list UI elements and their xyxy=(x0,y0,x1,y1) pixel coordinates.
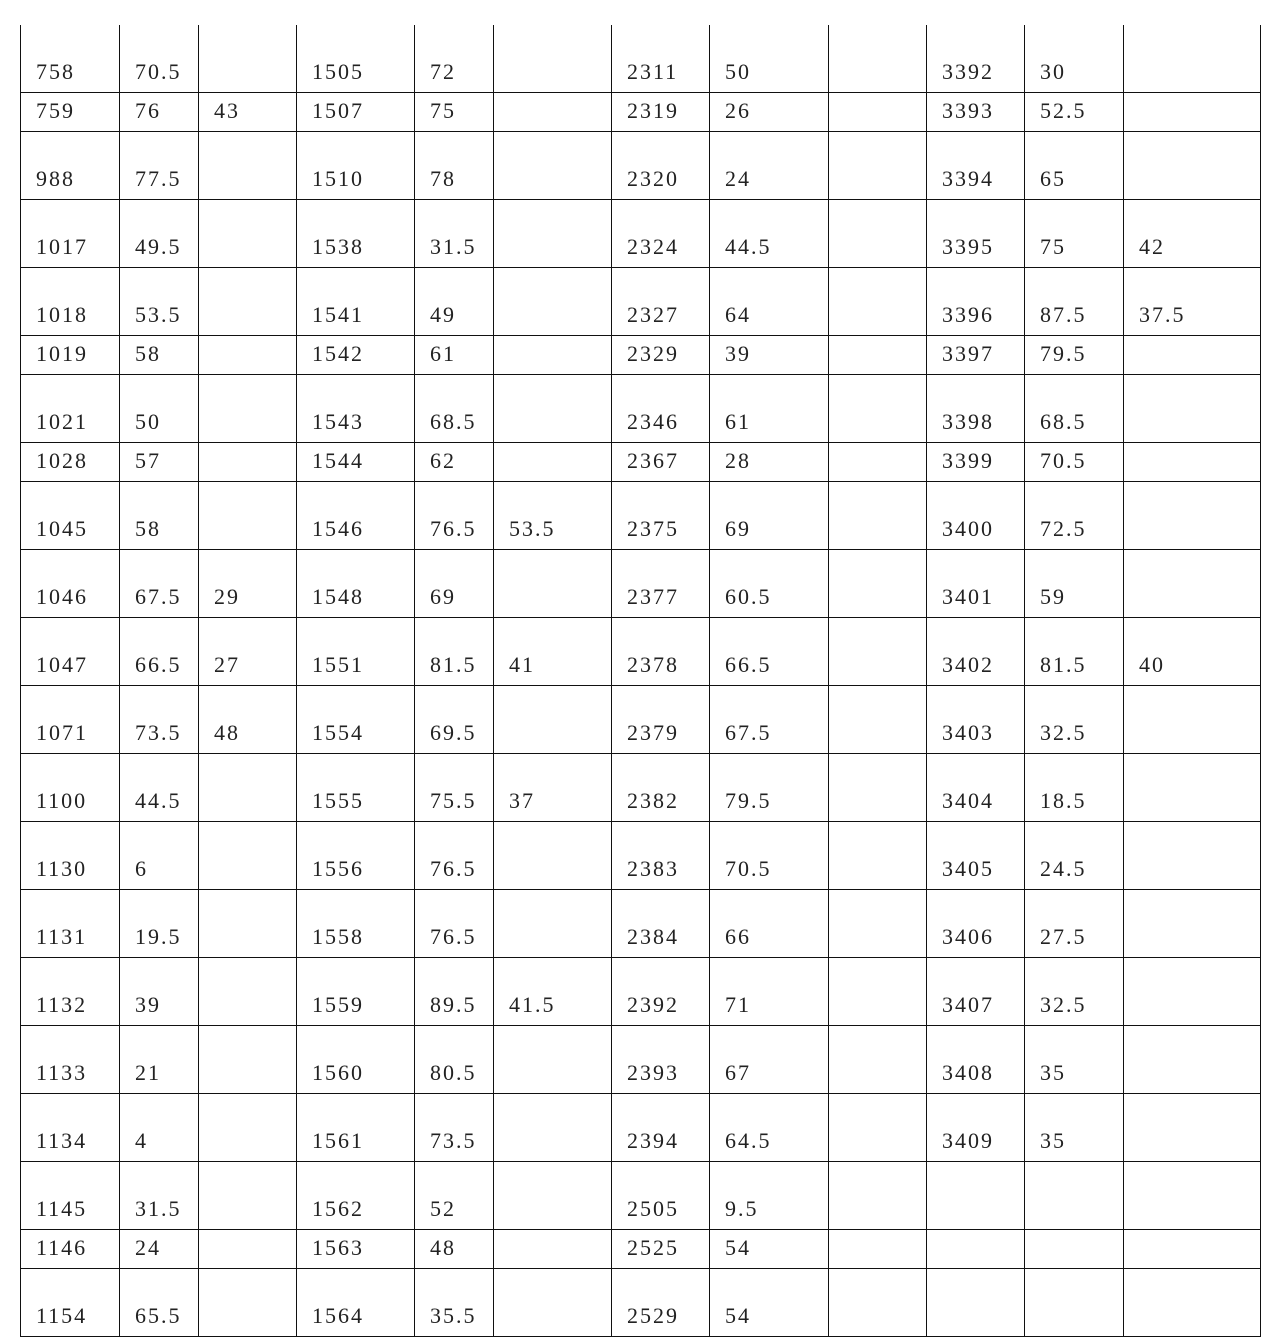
table-cell: 54 xyxy=(710,1269,829,1337)
table-cell: 3403 xyxy=(927,686,1025,754)
table-cell xyxy=(1124,958,1261,1026)
table-cell: 89.5 xyxy=(415,958,494,1026)
table-cell: 44.5 xyxy=(120,754,199,822)
table-cell: 2367 xyxy=(612,443,710,482)
table-cell xyxy=(199,1162,297,1230)
table-cell xyxy=(199,890,297,958)
table-cell: 66 xyxy=(710,890,829,958)
table-cell: 68.5 xyxy=(1025,375,1124,443)
table-cell: 2392 xyxy=(612,958,710,1026)
table-cell xyxy=(1124,1230,1261,1269)
table-cell xyxy=(494,93,612,132)
table-cell: 44.5 xyxy=(710,200,829,268)
table-cell: 79.5 xyxy=(710,754,829,822)
table-cell: 75 xyxy=(415,93,494,132)
table-cell: 1028 xyxy=(21,443,120,482)
table-cell: 1510 xyxy=(297,132,415,200)
table-cell: 2377 xyxy=(612,550,710,618)
table-cell xyxy=(199,200,297,268)
table-cell xyxy=(494,443,612,482)
table-row xyxy=(21,443,1261,482)
table-cell: 1562 xyxy=(297,1162,415,1230)
table-cell xyxy=(927,1230,1025,1269)
table-cell: 1154 xyxy=(21,1269,120,1337)
table-cell xyxy=(494,822,612,890)
table-cell: 75 xyxy=(1025,200,1124,268)
table-cell: 1507 xyxy=(297,93,415,132)
table-row xyxy=(21,1094,1261,1162)
table-cell: 3401 xyxy=(927,550,1025,618)
table-cell: 1559 xyxy=(297,958,415,1026)
table-cell: 3407 xyxy=(927,958,1025,1026)
table-cell: 3398 xyxy=(927,375,1025,443)
table-cell: 988 xyxy=(21,132,120,200)
table-cell: 3393 xyxy=(927,93,1025,132)
table-cell: 37.5 xyxy=(1124,268,1261,336)
table-row xyxy=(21,1230,1261,1269)
table-cell: 73.5 xyxy=(120,686,199,754)
table-cell xyxy=(1124,1269,1261,1337)
table-cell: 3404 xyxy=(927,754,1025,822)
table-cell: 61 xyxy=(710,375,829,443)
table-cell: 76.5 xyxy=(415,890,494,958)
table-row xyxy=(21,25,1261,93)
table-cell: 3392 xyxy=(927,25,1025,93)
table-cell xyxy=(829,93,927,132)
table-cell: 30 xyxy=(1025,25,1124,93)
table-cell: 27 xyxy=(199,618,297,686)
table-cell xyxy=(1124,25,1261,93)
table-cell: 3409 xyxy=(927,1094,1025,1162)
table-cell: 39 xyxy=(710,336,829,375)
table-cell: 2319 xyxy=(612,93,710,132)
table-cell: 70.5 xyxy=(710,822,829,890)
table-cell xyxy=(199,754,297,822)
table-cell xyxy=(494,1269,612,1337)
table-cell: 66.5 xyxy=(710,618,829,686)
table-cell: 81.5 xyxy=(1025,618,1124,686)
table-cell: 1071 xyxy=(21,686,120,754)
table-cell: 76 xyxy=(120,93,199,132)
table-cell: 68.5 xyxy=(415,375,494,443)
table-row xyxy=(21,93,1261,132)
table-cell: 1046 xyxy=(21,550,120,618)
table-row xyxy=(21,336,1261,375)
table-cell: 2505 xyxy=(612,1162,710,1230)
table-cell xyxy=(494,1162,612,1230)
table-row xyxy=(21,375,1261,443)
table-cell xyxy=(829,754,927,822)
table-cell: 53.5 xyxy=(120,268,199,336)
table-cell: 1558 xyxy=(297,890,415,958)
table-cell: 69 xyxy=(710,482,829,550)
table-cell: 1544 xyxy=(297,443,415,482)
table-cell xyxy=(1025,1162,1124,1230)
table-cell: 18.5 xyxy=(1025,754,1124,822)
table-cell: 65.5 xyxy=(120,1269,199,1337)
table-cell: 28 xyxy=(710,443,829,482)
table-cell: 67.5 xyxy=(120,550,199,618)
table-cell: 1134 xyxy=(21,1094,120,1162)
table-cell: 43 xyxy=(199,93,297,132)
table-cell xyxy=(494,25,612,93)
table-cell: 1564 xyxy=(297,1269,415,1337)
table-cell: 9.5 xyxy=(710,1162,829,1230)
table-cell xyxy=(494,336,612,375)
table-cell: 1560 xyxy=(297,1026,415,1094)
table-cell xyxy=(199,482,297,550)
table-cell: 19.5 xyxy=(120,890,199,958)
table-cell: 3400 xyxy=(927,482,1025,550)
table-cell: 80.5 xyxy=(415,1026,494,1094)
table-cell xyxy=(829,1269,927,1337)
table-cell: 1554 xyxy=(297,686,415,754)
table-cell: 3408 xyxy=(927,1026,1025,1094)
table-cell: 66.5 xyxy=(120,618,199,686)
table-cell: 57 xyxy=(120,443,199,482)
table-cell: 35 xyxy=(1025,1026,1124,1094)
table-cell: 52.5 xyxy=(1025,93,1124,132)
table-cell: 48 xyxy=(415,1230,494,1269)
table-cell: 58 xyxy=(120,336,199,375)
table-row xyxy=(21,1026,1261,1094)
table-cell: 49 xyxy=(415,268,494,336)
table-row xyxy=(21,754,1261,822)
table-row xyxy=(21,132,1261,200)
table-cell xyxy=(199,132,297,200)
table-cell xyxy=(199,822,297,890)
table-cell: 1548 xyxy=(297,550,415,618)
table-row xyxy=(21,268,1261,336)
table-cell xyxy=(494,1026,612,1094)
table-cell xyxy=(829,890,927,958)
table-cell: 1021 xyxy=(21,375,120,443)
table-cell: 3395 xyxy=(927,200,1025,268)
table-cell xyxy=(829,132,927,200)
table-body xyxy=(21,25,1261,1337)
table-cell xyxy=(1124,336,1261,375)
table-cell xyxy=(1025,1269,1124,1337)
table-cell: 758 xyxy=(21,25,120,93)
table-cell: 6 xyxy=(120,822,199,890)
table-cell: 72.5 xyxy=(1025,482,1124,550)
table-cell: 52 xyxy=(415,1162,494,1230)
table-cell: 67.5 xyxy=(710,686,829,754)
table-cell: 1551 xyxy=(297,618,415,686)
table-cell xyxy=(829,1162,927,1230)
table-cell xyxy=(1124,754,1261,822)
table-cell: 35.5 xyxy=(415,1269,494,1337)
table-cell: 70.5 xyxy=(1025,443,1124,482)
table-row xyxy=(21,958,1261,1026)
table-row xyxy=(21,482,1261,550)
table-cell xyxy=(829,25,927,93)
table-cell: 2384 xyxy=(612,890,710,958)
table-cell: 21 xyxy=(120,1026,199,1094)
table-cell xyxy=(199,268,297,336)
table-cell: 4 xyxy=(120,1094,199,1162)
table-cell: 39 xyxy=(120,958,199,1026)
table-cell: 78 xyxy=(415,132,494,200)
table-cell xyxy=(1124,890,1261,958)
table-cell: 1555 xyxy=(297,754,415,822)
table-row xyxy=(21,822,1261,890)
table-cell: 2394 xyxy=(612,1094,710,1162)
table-cell xyxy=(1124,1094,1261,1162)
table-cell: 41.5 xyxy=(494,958,612,1026)
table-cell: 3396 xyxy=(927,268,1025,336)
table-cell: 32.5 xyxy=(1025,958,1124,1026)
table-cell: 3394 xyxy=(927,132,1025,200)
table-cell xyxy=(199,1269,297,1337)
table-cell xyxy=(829,482,927,550)
table-cell: 1045 xyxy=(21,482,120,550)
table-cell xyxy=(494,1230,612,1269)
table-cell xyxy=(1124,1026,1261,1094)
table-cell xyxy=(1124,375,1261,443)
table-row xyxy=(21,550,1261,618)
table-cell: 2324 xyxy=(612,200,710,268)
table-cell: 65 xyxy=(1025,132,1124,200)
table-cell: 1541 xyxy=(297,268,415,336)
table-cell: 1018 xyxy=(21,268,120,336)
table-cell xyxy=(199,958,297,1026)
table-cell: 75.5 xyxy=(415,754,494,822)
table-cell: 1100 xyxy=(21,754,120,822)
table-cell: 61 xyxy=(415,336,494,375)
table-cell: 1505 xyxy=(297,25,415,93)
table-cell xyxy=(494,686,612,754)
table-cell: 1047 xyxy=(21,618,120,686)
table-cell xyxy=(829,618,927,686)
table-cell xyxy=(1124,686,1261,754)
table-cell: 64.5 xyxy=(710,1094,829,1162)
table-cell xyxy=(199,1026,297,1094)
table-cell: 76.5 xyxy=(415,822,494,890)
table-cell: 2382 xyxy=(612,754,710,822)
table-cell: 31.5 xyxy=(120,1162,199,1230)
data-table xyxy=(20,25,1261,1337)
table-cell: 1019 xyxy=(21,336,120,375)
table-cell: 1130 xyxy=(21,822,120,890)
table-cell: 35 xyxy=(1025,1094,1124,1162)
table-cell: 67 xyxy=(710,1026,829,1094)
table-cell xyxy=(1124,132,1261,200)
table-cell: 1146 xyxy=(21,1230,120,1269)
table-cell: 1546 xyxy=(297,482,415,550)
table-cell: 2525 xyxy=(612,1230,710,1269)
table-cell: 1131 xyxy=(21,890,120,958)
table-cell xyxy=(829,200,927,268)
table-cell: 50 xyxy=(710,25,829,93)
table-cell: 41 xyxy=(494,618,612,686)
table-cell: 2393 xyxy=(612,1026,710,1094)
table-cell: 2378 xyxy=(612,618,710,686)
table-cell xyxy=(927,1162,1025,1230)
table-row xyxy=(21,890,1261,958)
table-cell xyxy=(1025,1230,1124,1269)
table-cell: 24 xyxy=(710,132,829,200)
table-cell: 59 xyxy=(1025,550,1124,618)
table-cell: 1145 xyxy=(21,1162,120,1230)
table-cell xyxy=(494,890,612,958)
table-cell: 42 xyxy=(1124,200,1261,268)
table-row xyxy=(21,1162,1261,1230)
table-cell xyxy=(829,550,927,618)
table-row xyxy=(21,686,1261,754)
table-cell xyxy=(829,686,927,754)
table-cell xyxy=(494,132,612,200)
table-cell: 2529 xyxy=(612,1269,710,1337)
table-cell: 1543 xyxy=(297,375,415,443)
table-cell: 24.5 xyxy=(1025,822,1124,890)
table-cell xyxy=(829,958,927,1026)
table-cell xyxy=(494,1094,612,1162)
table-cell: 79.5 xyxy=(1025,336,1124,375)
table-cell: 40 xyxy=(1124,618,1261,686)
table-cell: 1132 xyxy=(21,958,120,1026)
table-cell: 2383 xyxy=(612,822,710,890)
table-cell xyxy=(829,1230,927,1269)
table-cell xyxy=(829,1094,927,1162)
table-cell: 54 xyxy=(710,1230,829,1269)
table-cell xyxy=(1124,482,1261,550)
table-cell: 49.5 xyxy=(120,200,199,268)
table-cell: 32.5 xyxy=(1025,686,1124,754)
table-cell xyxy=(829,443,927,482)
table-row xyxy=(21,200,1261,268)
table-cell xyxy=(829,1026,927,1094)
table-cell: 60.5 xyxy=(710,550,829,618)
table-cell xyxy=(1124,443,1261,482)
table-cell: 70.5 xyxy=(120,25,199,93)
table-cell xyxy=(829,268,927,336)
table-cell: 69.5 xyxy=(415,686,494,754)
table-cell: 29 xyxy=(199,550,297,618)
table-cell: 77.5 xyxy=(120,132,199,200)
table-cell: 64 xyxy=(710,268,829,336)
table-cell xyxy=(927,1269,1025,1337)
table-cell: 76.5 xyxy=(415,482,494,550)
table-cell: 2320 xyxy=(612,132,710,200)
table-cell xyxy=(494,375,612,443)
table-cell: 48 xyxy=(199,686,297,754)
table-cell: 72 xyxy=(415,25,494,93)
table-cell: 1556 xyxy=(297,822,415,890)
table-cell: 1133 xyxy=(21,1026,120,1094)
table-cell: 3399 xyxy=(927,443,1025,482)
table-cell: 2346 xyxy=(612,375,710,443)
table-cell: 1542 xyxy=(297,336,415,375)
table-cell: 1017 xyxy=(21,200,120,268)
table-cell xyxy=(199,443,297,482)
table-cell: 62 xyxy=(415,443,494,482)
table-cell xyxy=(1124,1162,1261,1230)
table-cell xyxy=(494,268,612,336)
table-cell xyxy=(494,550,612,618)
table-cell: 87.5 xyxy=(1025,268,1124,336)
table-cell xyxy=(829,822,927,890)
table-cell: 37 xyxy=(494,754,612,822)
table-row xyxy=(21,618,1261,686)
table-cell: 58 xyxy=(120,482,199,550)
table-cell: 1561 xyxy=(297,1094,415,1162)
table-cell: 26 xyxy=(710,93,829,132)
table-cell xyxy=(199,25,297,93)
table-cell: 2375 xyxy=(612,482,710,550)
table-cell: 31.5 xyxy=(415,200,494,268)
table-cell: 53.5 xyxy=(494,482,612,550)
table-cell: 71 xyxy=(710,958,829,1026)
table-cell xyxy=(199,375,297,443)
table-cell: 50 xyxy=(120,375,199,443)
table-cell: 73.5 xyxy=(415,1094,494,1162)
table-cell: 27.5 xyxy=(1025,890,1124,958)
table-cell: 1563 xyxy=(297,1230,415,1269)
table-cell xyxy=(1124,93,1261,132)
table-cell xyxy=(829,375,927,443)
table-cell: 24 xyxy=(120,1230,199,1269)
table-cell: 69 xyxy=(415,550,494,618)
table-cell: 3402 xyxy=(927,618,1025,686)
table-cell: 3405 xyxy=(927,822,1025,890)
table-cell: 3397 xyxy=(927,336,1025,375)
table-cell xyxy=(494,200,612,268)
table-cell xyxy=(829,336,927,375)
table-cell: 2327 xyxy=(612,268,710,336)
table-cell xyxy=(1124,822,1261,890)
table-row xyxy=(21,1269,1261,1337)
table-cell: 3406 xyxy=(927,890,1025,958)
table-cell: 2311 xyxy=(612,25,710,93)
table-cell xyxy=(199,1094,297,1162)
table-cell: 81.5 xyxy=(415,618,494,686)
table-cell: 759 xyxy=(21,93,120,132)
table-cell: 1538 xyxy=(297,200,415,268)
table-cell: 2329 xyxy=(612,336,710,375)
table-cell xyxy=(1124,550,1261,618)
table-cell: 2379 xyxy=(612,686,710,754)
table-cell xyxy=(199,336,297,375)
table-cell xyxy=(199,1230,297,1269)
